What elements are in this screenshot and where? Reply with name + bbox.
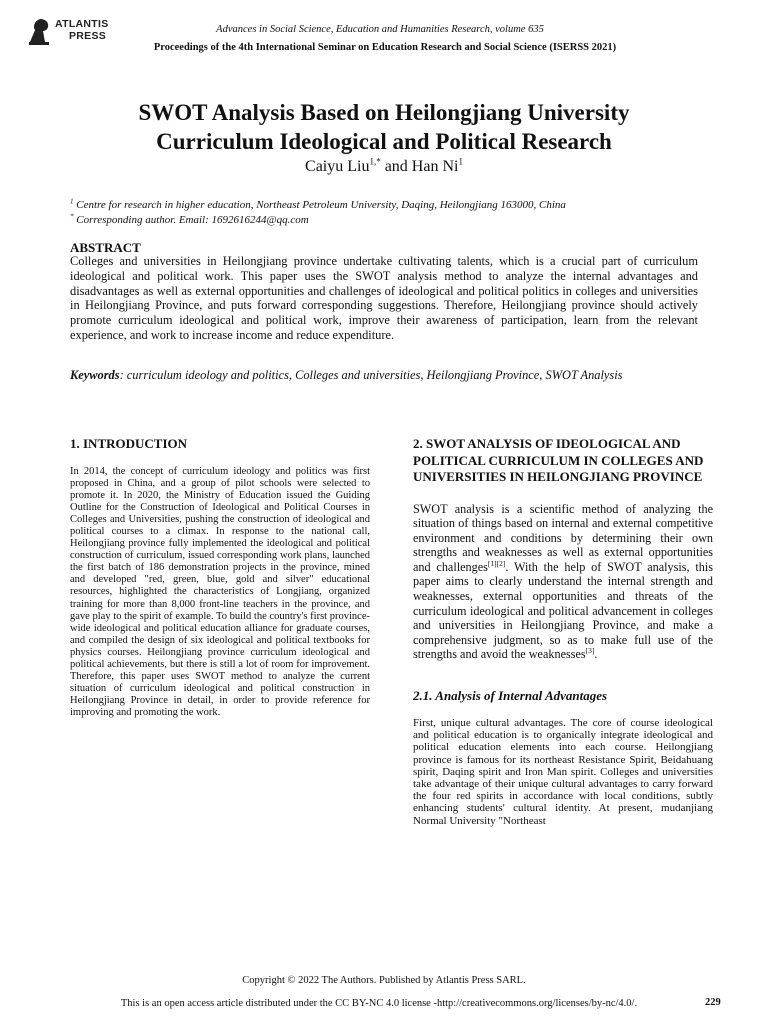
license-notice: This is an open access article distributed under the CC BY-NC 4.0 license -http://creativecommons.org/licenses/by-nc/4.0/. (120, 998, 638, 1009)
logo-wordmark: ATLANTIS PRESS (55, 18, 109, 42)
atlas-figure-icon (27, 15, 51, 45)
citation: [3] (585, 646, 595, 656)
proceedings-name: Proceedings of the 4th International Seminar on Education Research and Social Science (ISERSS 2021) (153, 42, 617, 53)
internal-advantages-body: First, unique cultural advantages. The core of course ideological and political education is to organically integrate ideological and political education elements into each course. Heilongjiang province is famous for its northeast Resistance Spirit, Beidahuang spirit, Daqing spirit and Iron Man spirit. Colleges and universities take advantage of their unique cultural advantages to carry forward the four red spirits in accordance with local conditions, subtly enhancing students' cultural identity. At present, mudanjiang Normal University "Northeast (413, 717, 713, 827)
affiliations: $^1$ Centre for research in higher education, Northeast Petroleum University, Daqing, Heilongjiang 163000, China * Corresponding author. Email: 1692616244@qq.com (70, 197, 566, 226)
left-column (70, 436, 370, 719)
right-column (413, 436, 713, 827)
citation: [1][2] (487, 558, 506, 568)
swot-body: SWOT analysis is a scientific method of analyzing the situation of things based on internal and external competitive environment and conditions by determining their own strengths and weaknesses as well as external opportunities and challenges[1][2]. With the help of SWOT analysis, this paper aims to clearly understand the internal strength and weaknesses, external opportunities and threats of the curriculum ideological and political advancement in colleges and universities in Heilongjiang Province, and make a comprehensive judgment, so as to make full use of the strengths and avoid the weaknesses[3]. (413, 501, 713, 662)
introduction-body: In 2014, the concept of curriculum ideology and politics was first proposed in China, and a group of pilot schools were selected to promote it. In 2020, the Ministry of Education issued the Guiding Outline for the Construction of Ideological and Political Courses in Colleges and Universities, pushing the construction of ideological and political courses to a climax. In response to the national call, Heilongjiang province fully implemented the ideological and political construction of curriculum, issued corresponding work plans, launched the first batch of 186 demonstration projects in the province, mined and developed "red, green, blue, gold and silver" educational resources, highlighted the characteristics of Longjiang, organized training for more than 8,000 front-line teachers in the province, and gave play to the spirit of example. To build the country's first province-wide ideological and political education alliance for graduate courses, and compiled the design of six ideological and political textbooks for physics courses. Heilongjiang province curriculum ideological and political achievements, but there is still a lot of room for improvement. Therefore, this paper uses SWOT method to analyze the current situation of curriculum ideological and political construction in Heilongjiang Province in detail, in order to provide reference for improving and promoting the work. (70, 465, 370, 719)
paper-title: SWOT Analysis Based on Heilongjiang University Curriculum Ideological and Political Research (138, 100, 630, 154)
section-heading-swot: 2. SWOT ANALYSIS OF IDEOLOGICAL AND POLITICAL CURRICULUM IN COLLEGES AND UNIVERSITIES IN HEILONGJIANG PROVINCE (413, 436, 704, 484)
section-heading-introduction: 1. INTRODUCTION (70, 436, 188, 451)
journal-name: Advances in Social Science, Education and Humanities Research, volume 635 (216, 24, 544, 35)
abstract-body: Colleges and universities in Heilongjiang province undertake cultivating talents, which is a crucial part of curriculum ideological and political work. This paper uses the SWOT analysis method to analyze the internal advantages and disadvantages as well as external opportunities and challenges of ideological and political politics in colleges and universities in Heilongjiang Province, and puts forward corresponding suggestions. Therefore, Heilongjiang province should actively promote curriculum ideological and political work, improve their awareness of participation, learn from the relevant experience, and work to increase income and reduce expenditure. (70, 254, 698, 342)
copyright-notice: Copyright © 2022 The Authors. Published by Atlantis Press SARL. (242, 975, 526, 986)
abstract-heading: ABSTRACT (70, 240, 141, 255)
subsection-heading-internal-advantages: 2.1. Analysis of Internal Advantages (413, 688, 608, 704)
page-number: 229 (705, 997, 721, 1008)
author-line: Caiyu Liu$^{1,*}$ and Han Ni$^1$ (305, 156, 463, 175)
keywords: Keywords: curriculum ideology and politics, Colleges and universities, Heilongjiang Province, SWOT Analysis (70, 368, 623, 382)
